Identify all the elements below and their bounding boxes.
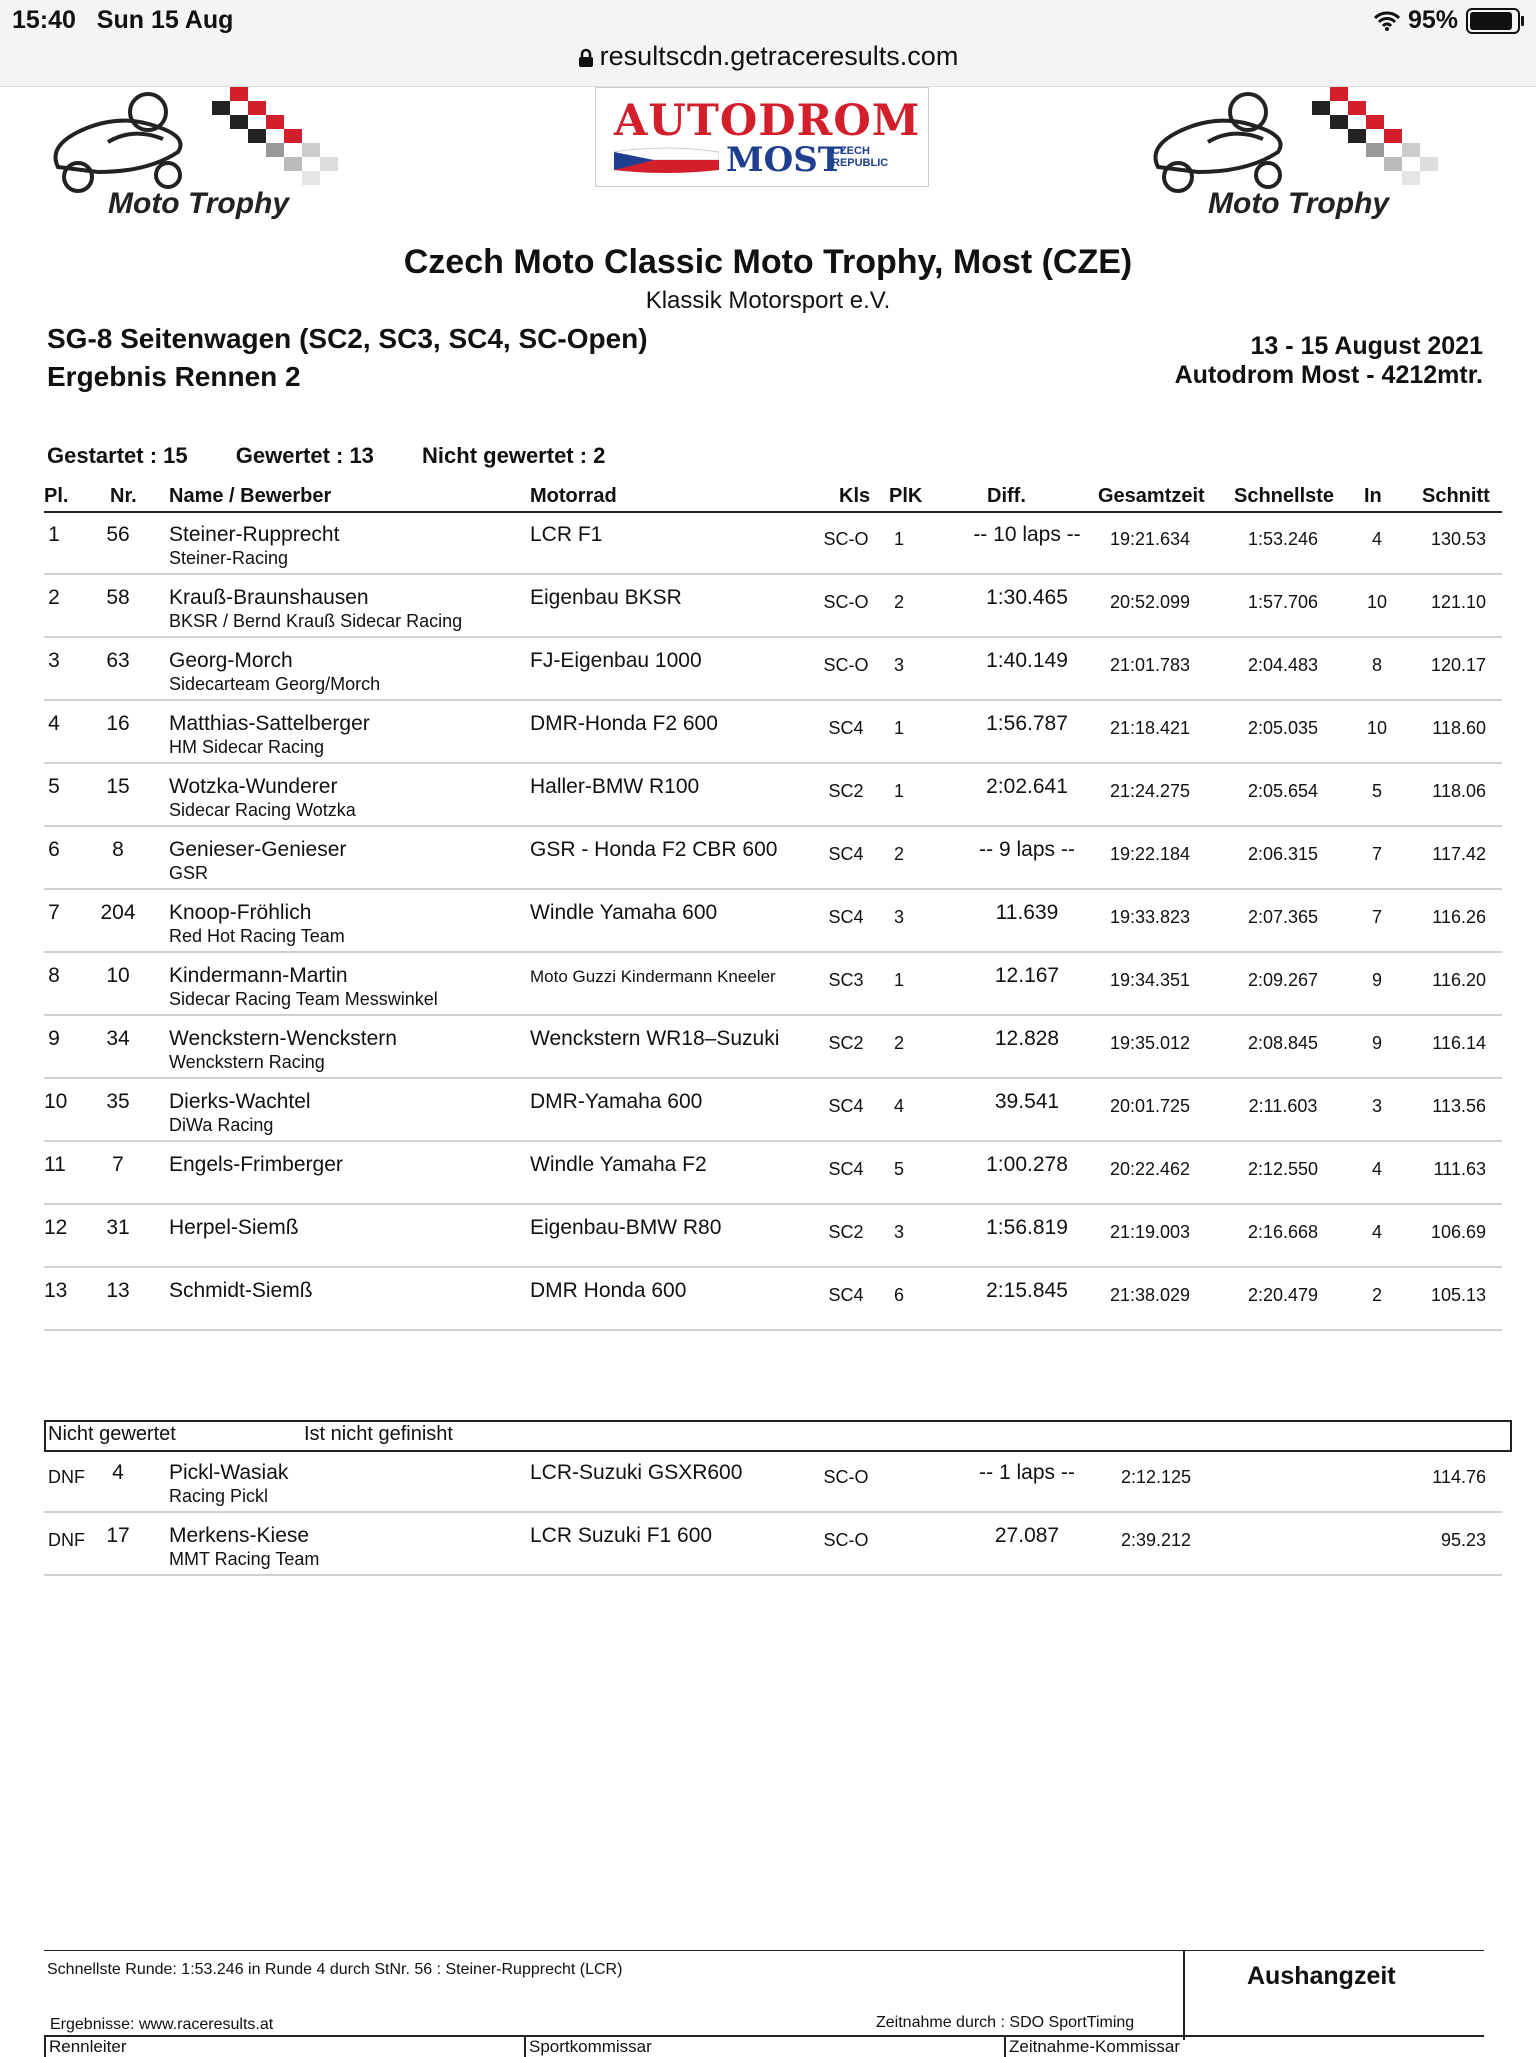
battery-icon — [1466, 8, 1520, 34]
event-venue: Autodrom Most - 4212mtr. — [1174, 361, 1483, 389]
average-speed: 106.69 — [1430, 1222, 1486, 1242]
class-position: 1 — [893, 781, 904, 801]
total-time: 21:18.421 — [1109, 718, 1191, 738]
class: SC4 — [828, 907, 864, 927]
average-speed: 111.63 — [1433, 1159, 1486, 1179]
rider-names: Wotzka-Wunderer — [169, 775, 338, 798]
event-title: Czech Moto Classic Moto Trophy, Most (CZE) — [403, 243, 1133, 281]
motorcycle: LCR F1 — [530, 523, 603, 546]
position: 9 — [48, 1027, 60, 1050]
start-number: 17 — [106, 1524, 130, 1547]
average-speed: 120.17 — [1430, 655, 1486, 675]
col-diff: Diff. — [987, 485, 1026, 507]
class: SC4 — [828, 1159, 864, 1179]
class-name: SG-8 Seitenwagen (SC2, SC3, SC4, SC-Open) — [47, 323, 648, 354]
signature-row — [44, 2035, 1484, 2057]
url-text[interactable]: resultscdn.getraceresults.com — [599, 41, 959, 71]
gap: 1:30.465 — [986, 586, 1068, 609]
classified-count: Gewertet : 13 — [235, 443, 374, 468]
motorcycle: DMR-Yamaha 600 — [530, 1090, 703, 1113]
posting-time-box — [1183, 1950, 1485, 2040]
col-in: In — [1364, 485, 1382, 507]
gap: 12.167 — [994, 964, 1060, 987]
total-time: 21:24.275 — [1109, 781, 1191, 801]
status: DNF — [48, 1530, 85, 1550]
results-url: Ergebnisse: www.raceresults.at — [50, 2016, 274, 2033]
class: SC4 — [828, 718, 864, 738]
class-position: 2 — [893, 1033, 904, 1053]
gap: 12.828 — [994, 1027, 1060, 1050]
class: SC4 — [828, 1096, 864, 1116]
table-row — [44, 637, 1502, 701]
total-time: 20:22.462 — [1109, 1159, 1191, 1179]
position: 12 — [44, 1216, 68, 1239]
started-count: Gestartet : 15 — [47, 443, 188, 468]
table-row — [44, 1015, 1502, 1079]
class-position: 6 — [893, 1285, 904, 1305]
entry-stats — [47, 443, 647, 469]
team-name: Steiner-Racing — [169, 548, 289, 568]
class: SC2 — [828, 1222, 864, 1242]
rider-names: Krauß-Braunshausen — [169, 586, 369, 609]
gap: 1:00.278 — [986, 1153, 1068, 1176]
lock-icon — [578, 48, 594, 68]
fastest-lap-number: 3 — [1371, 1096, 1382, 1116]
gap: 2:15.845 — [986, 1279, 1068, 1302]
team-name: HM Sidecar Racing — [169, 737, 325, 757]
gap: -- 1 laps -- — [979, 1461, 1075, 1484]
organizer: Klassik Motorsport e.V. — [645, 287, 891, 314]
table-header — [44, 485, 1502, 513]
motorcycle: Eigenbau-BMW R80 — [530, 1216, 722, 1239]
team-name: Wenckstern Racing — [169, 1052, 325, 1072]
rider-names: Merkens-Kiese — [169, 1524, 310, 1547]
fastest-lap: 1:57.706 — [1247, 592, 1319, 612]
fastest-lap: 2:08.845 — [1247, 1033, 1319, 1053]
not-classified-label: Nicht gewertet — [48, 1423, 176, 1445]
status-right — [1374, 6, 1520, 35]
average-speed: 118.06 — [1432, 781, 1486, 801]
col-nr: Nr. — [110, 485, 137, 507]
col-plk: PlK — [889, 485, 923, 507]
moto-trophy-logo-left — [38, 87, 398, 227]
fastest-lap: 2:11.603 — [1248, 1096, 1318, 1116]
results-document — [0, 87, 1536, 2056]
table-row — [44, 1078, 1502, 1142]
average-speed: 105.13 — [1430, 1285, 1486, 1305]
gap: 1:56.819 — [986, 1216, 1068, 1239]
start-number: 16 — [106, 712, 130, 735]
class: SC-O — [823, 529, 869, 549]
republic-text: REPUBLIC — [832, 157, 889, 169]
col-fastest: Schnellste — [1234, 485, 1335, 507]
rider-names: Schmidt-Siemß — [169, 1279, 313, 1302]
total-time: 2:12.125 — [1120, 1467, 1192, 1487]
fastest-lap-number: 5 — [1371, 781, 1382, 801]
total-time: 21:38.029 — [1109, 1285, 1191, 1305]
rider-names: Wenckstern-Wenckstern — [169, 1027, 397, 1050]
fastest-lap: 2:12.550 — [1247, 1159, 1319, 1179]
rider-names: Knoop-Fröhlich — [169, 901, 312, 924]
table-row — [44, 700, 1502, 764]
rider-names: Kindermann-Martin — [169, 964, 348, 987]
clock: 15:40 — [12, 6, 76, 34]
posting-time-label: Aushangzeit — [1247, 1962, 1396, 1990]
sig-timing-steward: Zeitnahme-Kommissar — [1004, 2037, 1180, 2057]
table-row — [44, 511, 1502, 575]
total-time: 19:33.823 — [1109, 907, 1191, 927]
class-position: 3 — [893, 907, 904, 927]
col-total: Gesamtzeit — [1098, 485, 1205, 507]
start-number: 58 — [106, 586, 130, 609]
position: 2 — [48, 586, 60, 609]
fastest-lap: 2:05.654 — [1247, 781, 1319, 801]
motorcycle: Windle Yamaha 600 — [530, 901, 718, 924]
session-name: Ergebnis Rennen 2 — [47, 361, 301, 392]
fastest-lap-number: 8 — [1371, 655, 1382, 675]
position: 13 — [44, 1279, 68, 1302]
total-time: 20:52.099 — [1109, 592, 1191, 612]
total-time: 19:21.634 — [1109, 529, 1191, 549]
position: 10 — [44, 1090, 68, 1113]
fastest-lap: 1:53.246 — [1247, 529, 1319, 549]
motorcycle: Haller-BMW R100 — [530, 775, 700, 798]
table-row — [44, 1267, 1502, 1331]
motorcycle: GSR - Honda F2 CBR 600 — [530, 838, 778, 861]
gap: 27.087 — [994, 1524, 1060, 1547]
table-row — [44, 1141, 1502, 1205]
team-name: GSR — [169, 863, 209, 883]
most-text: MOST — [726, 140, 844, 180]
class-position: 4 — [893, 1096, 904, 1116]
class: SC-O — [823, 655, 869, 675]
motorcycle: FJ-Eigenbau 1000 — [530, 649, 702, 672]
position: 3 — [48, 649, 60, 672]
gap: 11.639 — [995, 901, 1059, 924]
class: SC4 — [828, 844, 864, 864]
fastest-lap-number: 10 — [1366, 718, 1388, 738]
motorcycle: Wenckstern WR18–Suzuki — [530, 1027, 780, 1050]
motorcycle: LCR Suzuki F1 600 — [530, 1524, 713, 1547]
sig-race-director: Rennleiter — [44, 2037, 127, 2057]
total-time: 20:01.725 — [1109, 1096, 1191, 1116]
fastest-lap: 2:16.668 — [1247, 1222, 1319, 1242]
table-row — [44, 1204, 1502, 1268]
class-position: 3 — [893, 1222, 904, 1242]
rider-names: Georg-Morch — [169, 649, 293, 672]
table-row — [44, 826, 1502, 890]
team-name: MMT Racing Team — [169, 1549, 320, 1569]
fastest-lap-number: 4 — [1371, 1222, 1382, 1242]
fastest-lap-number: 7 — [1371, 907, 1382, 927]
average-speed: 117.42 — [1432, 844, 1486, 864]
start-number: 7 — [112, 1153, 124, 1176]
team-name: Sidecar Racing Team Messwinkel — [169, 989, 438, 1009]
moto-trophy-logo-right — [1138, 87, 1498, 227]
total-time: 19:35.012 — [1109, 1033, 1191, 1053]
position: 6 — [48, 838, 60, 861]
not-classified-count: Nicht gewertet : 2 — [422, 443, 606, 468]
not-classified-header — [44, 1420, 1512, 1452]
class: SC-O — [823, 1530, 869, 1550]
event-info — [1175, 332, 1483, 390]
fastest-lap-note: Schnellste Runde: 1:53.246 in Runde 4 durch StNr. 56 : Steiner-Rupprecht (LCR) — [47, 1961, 623, 1978]
start-number: 35 — [106, 1090, 130, 1113]
total-time: 19:22.184 — [1109, 844, 1191, 864]
team-name: Racing Pickl — [169, 1486, 269, 1506]
rider-logo-icon — [1138, 87, 1498, 197]
dnf-row — [44, 1512, 1502, 1576]
gap: 2:02.641 — [986, 775, 1068, 798]
class-position: 1 — [893, 529, 904, 549]
fastest-lap: 2:20.479 — [1247, 1285, 1319, 1305]
table-row — [44, 889, 1502, 953]
start-number: 204 — [100, 901, 136, 924]
col-avg: Schnitt — [1422, 485, 1490, 507]
autodrom-text: AUTODROM — [614, 96, 921, 146]
class: SC-O — [823, 592, 869, 612]
czech-flag-icon — [614, 144, 719, 176]
status-bar — [0, 0, 1536, 44]
class: SC4 — [828, 1285, 864, 1305]
battery-percent: 95% — [1407, 6, 1458, 34]
average-speed: 116.14 — [1432, 1033, 1486, 1053]
motorcycle: Eigenbau BKSR — [530, 586, 682, 609]
motorcycle: Windle Yamaha F2 — [530, 1153, 707, 1176]
rider-logo-icon — [38, 87, 398, 197]
team-name: DiWa Racing — [169, 1115, 274, 1135]
team-name: Sidecarteam Georg/Morch — [169, 674, 381, 694]
average-speed: 95.23 — [1440, 1530, 1486, 1550]
average-speed: 130.53 — [1430, 529, 1486, 549]
moto-trophy-text: Moto Trophy — [108, 187, 290, 220]
gap: 1:56.787 — [986, 712, 1068, 735]
motorcycle: LCR-Suzuki GSXR600 — [530, 1461, 743, 1484]
table-row — [44, 952, 1502, 1016]
position: 11 — [44, 1153, 66, 1176]
rider-names: Engels-Frimberger — [169, 1153, 343, 1176]
position: 4 — [48, 712, 60, 735]
start-number: 15 — [106, 775, 130, 798]
class-position: 3 — [893, 655, 904, 675]
class-position: 2 — [893, 844, 904, 864]
col-name: Name / Bewerber — [169, 485, 332, 507]
address-bar[interactable] — [0, 40, 1536, 87]
wifi-icon — [1374, 11, 1400, 31]
table-row — [44, 763, 1502, 827]
class-position: 1 — [893, 970, 904, 990]
fastest-lap-number: 10 — [1366, 592, 1388, 612]
date: Sun 15 Aug — [96, 6, 234, 34]
class-block — [47, 320, 648, 396]
class-position: 5 — [893, 1159, 904, 1179]
class: SC3 — [828, 970, 864, 990]
table-row — [44, 574, 1502, 638]
timing-provider: Zeitnahme durch : SDO SportTiming — [876, 2014, 1135, 2031]
class: SC-O — [823, 1467, 869, 1487]
start-number: 8 — [112, 838, 124, 861]
czech-republic-text — [832, 145, 888, 169]
start-number: 63 — [106, 649, 130, 672]
average-speed: 114.76 — [1432, 1467, 1486, 1487]
start-number: 4 — [112, 1461, 124, 1484]
fastest-lap-number: 7 — [1371, 844, 1382, 864]
motorcycle: Moto Guzzi Kindermann Kneeler — [530, 967, 776, 986]
start-number: 13 — [106, 1279, 130, 1302]
gap: 39.541 — [994, 1090, 1060, 1113]
fastest-lap: 2:04.483 — [1247, 655, 1319, 675]
average-speed: 116.20 — [1432, 970, 1486, 990]
dnf-row — [44, 1449, 1502, 1513]
col-bike: Motorrad — [530, 485, 617, 507]
status-time — [12, 6, 233, 35]
team-name: Red Hot Racing Team — [169, 926, 345, 946]
czech-text: CZECH — [832, 145, 870, 157]
rider-names: Herpel-Siemß — [169, 1216, 299, 1239]
position: 1 — [48, 523, 60, 546]
fastest-lap: 2:07.365 — [1247, 907, 1319, 927]
class: SC2 — [828, 1033, 864, 1053]
col-kls: Kls — [839, 485, 871, 507]
fastest-lap: 2:09.267 — [1247, 970, 1319, 990]
position: 7 — [48, 901, 60, 924]
start-number: 31 — [106, 1216, 130, 1239]
fastest-lap-number: 4 — [1371, 529, 1382, 549]
total-time: 19:34.351 — [1109, 970, 1191, 990]
class: SC2 — [828, 781, 864, 801]
rider-names: Pickl-Wasiak — [169, 1461, 289, 1484]
rider-names: Dierks-Wachtel — [169, 1090, 311, 1113]
team-name: Sidecar Racing Wotzka — [169, 800, 356, 820]
class-position: 1 — [893, 718, 904, 738]
event-dates: 13 - 15 August 2021 — [1250, 332, 1483, 360]
fastest-lap: 2:06.315 — [1247, 844, 1319, 864]
class-position: 2 — [893, 592, 904, 612]
fastest-lap-number: 2 — [1371, 1285, 1382, 1305]
status: DNF — [48, 1467, 85, 1487]
total-time: 2:39.212 — [1120, 1530, 1192, 1550]
start-number: 34 — [106, 1027, 130, 1050]
fastest-lap-number: 9 — [1371, 970, 1382, 990]
position: 8 — [48, 964, 60, 987]
start-number: 10 — [106, 964, 130, 987]
autodrom-most-logo — [595, 87, 929, 187]
col-pl: Pl. — [44, 485, 69, 507]
average-speed: 113.56 — [1432, 1096, 1486, 1116]
average-speed: 121.10 — [1430, 592, 1486, 612]
fastest-lap: 2:05.035 — [1247, 718, 1319, 738]
gap: 1:40.149 — [986, 649, 1068, 672]
motorcycle: DMR Honda 600 — [530, 1279, 687, 1302]
sig-steward: Sportkommissar — [524, 2037, 652, 2057]
moto-trophy-text: Moto Trophy — [1208, 187, 1390, 220]
rider-names: Steiner-Rupprecht — [169, 523, 340, 546]
not-classified-reason: Ist nicht gefinisht — [304, 1423, 453, 1445]
motorcycle: DMR-Honda F2 600 — [530, 712, 718, 735]
gap: -- 10 laps -- — [973, 523, 1081, 546]
fastest-lap-number: 9 — [1371, 1033, 1382, 1053]
fastest-lap-number: 4 — [1371, 1159, 1382, 1179]
team-name: BKSR / Bernd Krauß Sidecar Racing — [169, 611, 463, 631]
total-time: 21:01.783 — [1109, 655, 1191, 675]
average-speed: 118.60 — [1432, 718, 1486, 738]
average-speed: 116.26 — [1432, 907, 1486, 927]
rider-names: Matthias-Sattelberger — [169, 712, 370, 735]
total-time: 21:19.003 — [1109, 1222, 1191, 1242]
gap: -- 9 laps -- — [979, 838, 1075, 861]
rider-names: Genieser-Genieser — [169, 838, 347, 861]
position: 5 — [48, 775, 60, 798]
start-number: 56 — [106, 523, 130, 546]
